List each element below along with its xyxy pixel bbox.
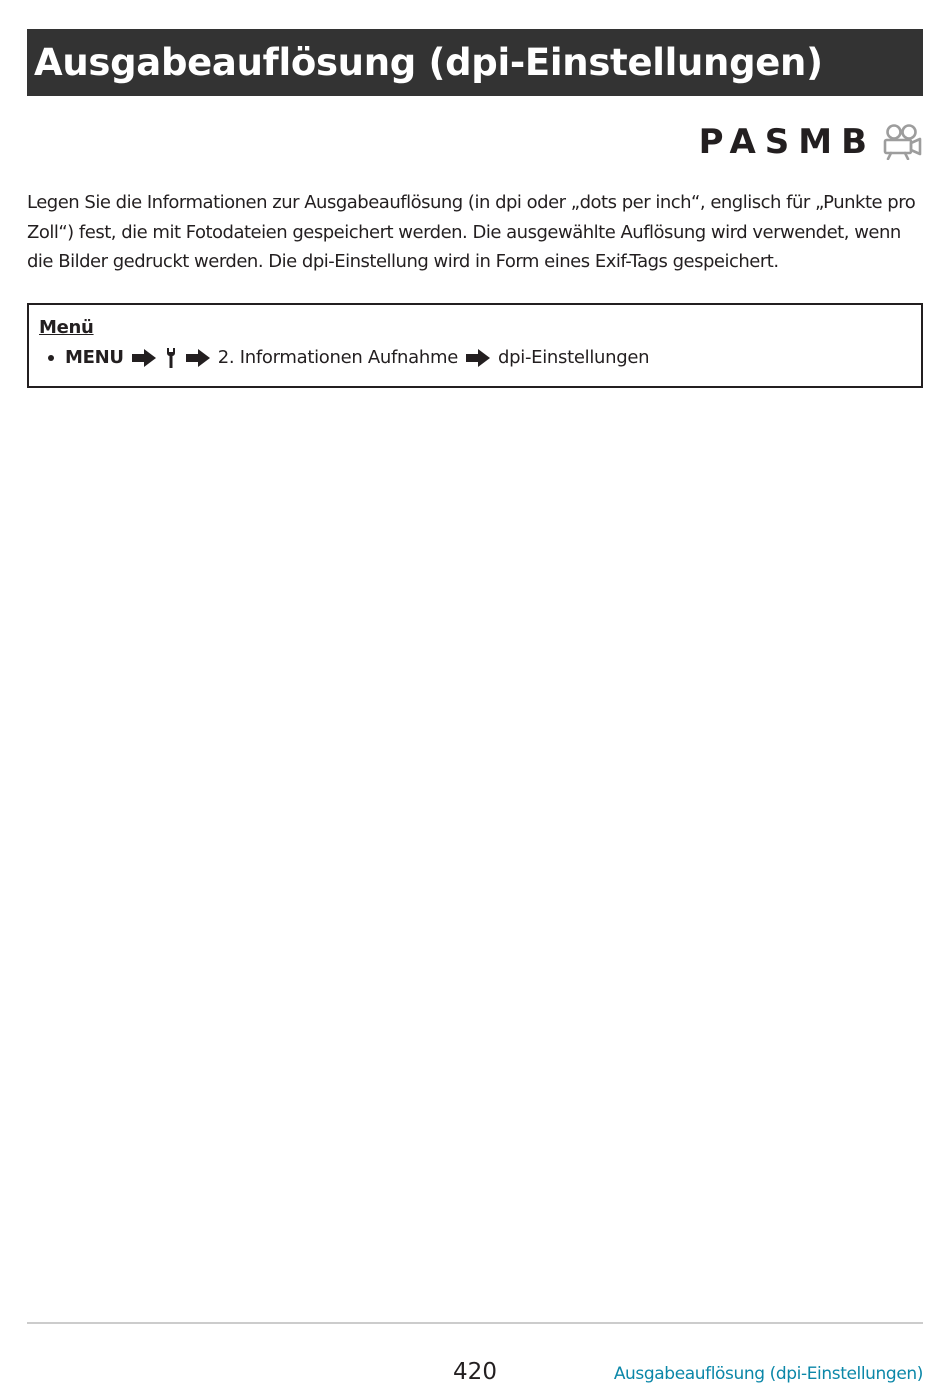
shooting-modes (699, 120, 922, 164)
right-arrow-icon (465, 348, 491, 368)
movie-camera-icon (882, 124, 922, 160)
menu-box (27, 303, 923, 388)
wrench-icon (165, 347, 177, 369)
footer-divider (27, 1322, 923, 1324)
shooting-mode-letters: PASMB (698, 122, 876, 162)
menu-path (39, 345, 911, 371)
bullet-icon (48, 355, 54, 361)
right-arrow-icon (131, 348, 157, 368)
intro-paragraph: Legen Sie die Informationen zur Ausgabeauflösung (in dpi oder „dots per inch“, englisch für „Punkte pro Zoll“) fest, die mit Fotodateien gespeichert werden. Die ausgewählte Auflösung wird verwendet, wenn die Bilder gedruckt werden. Die dpi-Einstellung wird in Form eines Exif-Tags gespeichert. (27, 192, 916, 272)
title-bar (27, 29, 923, 96)
menu-heading: Menü (39, 317, 94, 338)
page-number: 420 (453, 1359, 497, 1385)
right-arrow-icon (185, 348, 211, 368)
page-title: Ausgabeauflösung (dpi-Einstellungen) (34, 41, 823, 84)
menu-step-dpi-einstellungen: dpi-Einstellungen (498, 347, 650, 368)
menu-step-informationen-aufnahme: 2. Informationen Aufnahme (217, 347, 459, 368)
menu-key: MENU (65, 347, 124, 368)
footer-section-link[interactable]: Ausgabeauflösung (dpi-Einstellungen) (613, 1364, 923, 1384)
